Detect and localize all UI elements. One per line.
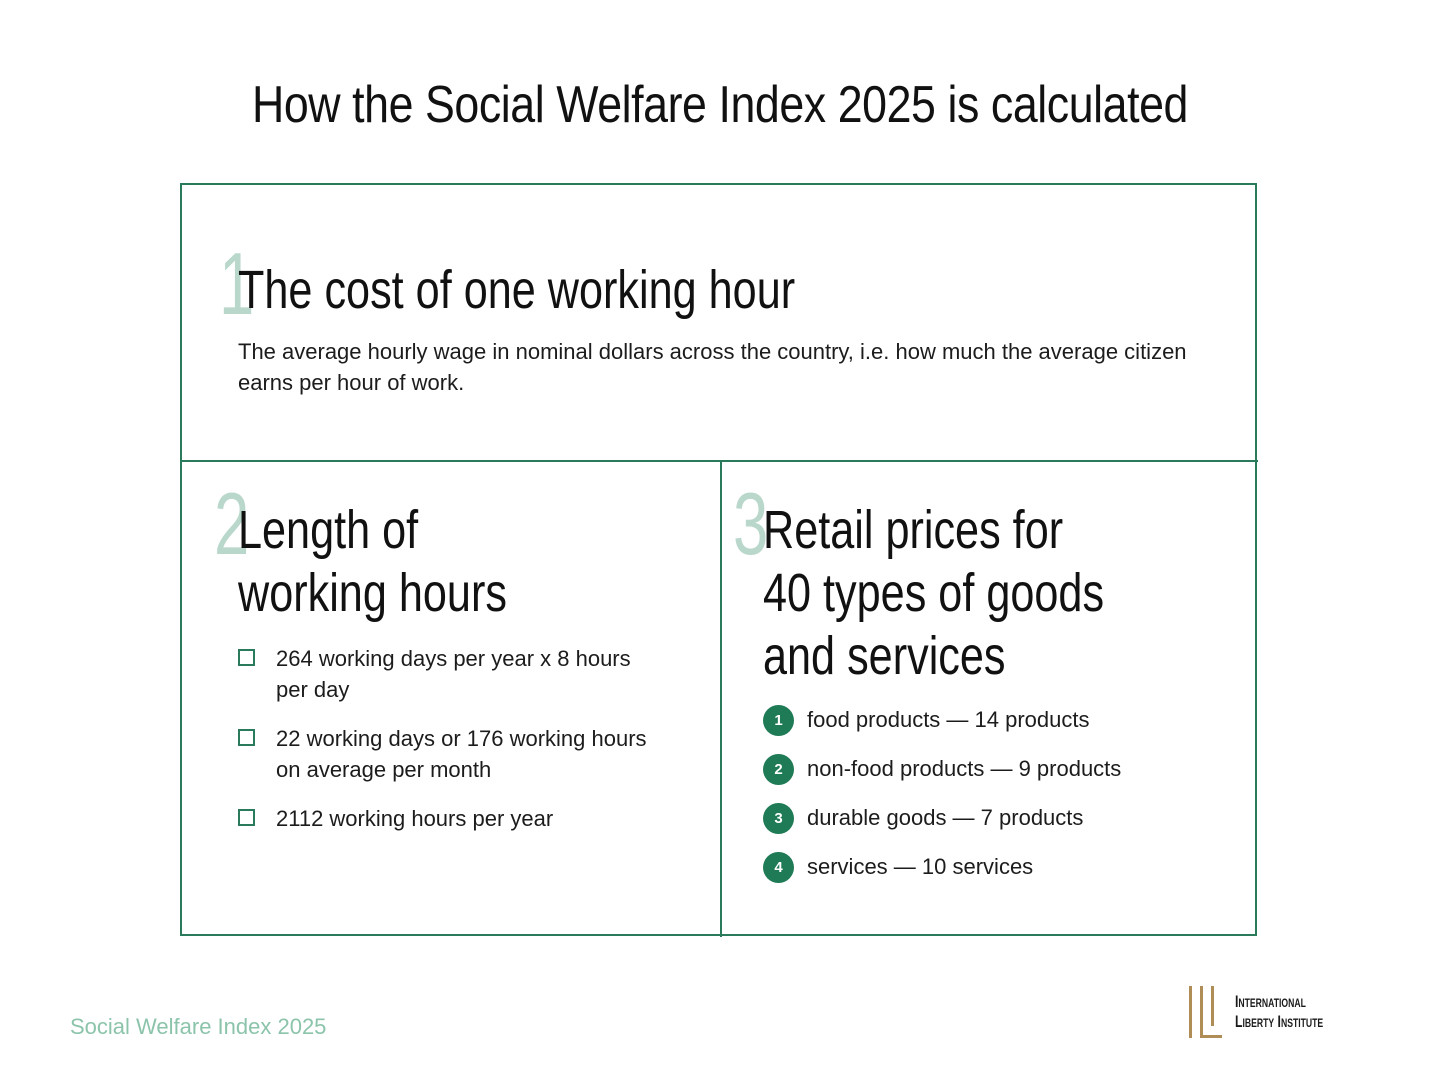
vertical-divider	[720, 461, 722, 937]
list-item-text: 2112 working hours per year	[276, 806, 554, 831]
section-1-number: 1	[219, 234, 255, 333]
logo-text	[1235, 992, 1323, 1032]
list-item	[763, 753, 1233, 784]
logo-line-2: Liberty Institute	[1235, 1012, 1324, 1031]
horizontal-divider	[180, 460, 1258, 462]
list-item	[238, 723, 658, 785]
logo-mark-icon	[1188, 986, 1224, 1038]
goods-services-list	[763, 704, 1233, 900]
checkbox-icon	[238, 729, 255, 746]
section-1-description: The average hourly wage in nominal dollars across the country, i.e. how much the average citizen earns per hour of work.	[238, 339, 1187, 395]
page-title: How the Social Welfare Index 2025 is calculated	[251, 76, 1189, 134]
section-3-number: 3	[733, 474, 769, 573]
number-badge: 2	[763, 754, 794, 785]
institute-logo	[1188, 986, 1363, 1038]
logo-line-1: International	[1235, 992, 1306, 1011]
section-2-title: Length of working hours	[238, 500, 507, 623]
number-badge: 1	[763, 705, 794, 736]
working-hours-list	[238, 643, 658, 852]
list-item-text: durable goods — 7 products	[807, 805, 1084, 830]
section-2-number: 2	[214, 474, 250, 573]
list-item-text: 22 working days or 176 working hours on average per month	[276, 726, 647, 782]
list-item	[238, 643, 658, 705]
footer-index-name: Social Welfare Index 2025	[70, 1014, 327, 1039]
checkbox-icon	[238, 649, 255, 666]
list-item-text: non-food products — 9 products	[807, 756, 1122, 781]
list-item	[238, 803, 658, 834]
checkbox-icon	[238, 809, 255, 826]
list-item-text: services — 10 services	[807, 854, 1034, 879]
list-item	[763, 802, 1233, 833]
number-badge: 3	[763, 803, 794, 834]
list-item	[763, 851, 1233, 882]
list-item-text: 264 working days per year x 8 hours per day	[276, 646, 631, 702]
list-item-text: food products — 14 products	[807, 707, 1090, 732]
number-badge: 4	[763, 852, 794, 883]
list-item	[763, 704, 1233, 735]
section-3-title: Retail prices for 40 types of goods and services	[763, 500, 1105, 686]
section-1-title: The cost of one working hour	[238, 260, 796, 320]
